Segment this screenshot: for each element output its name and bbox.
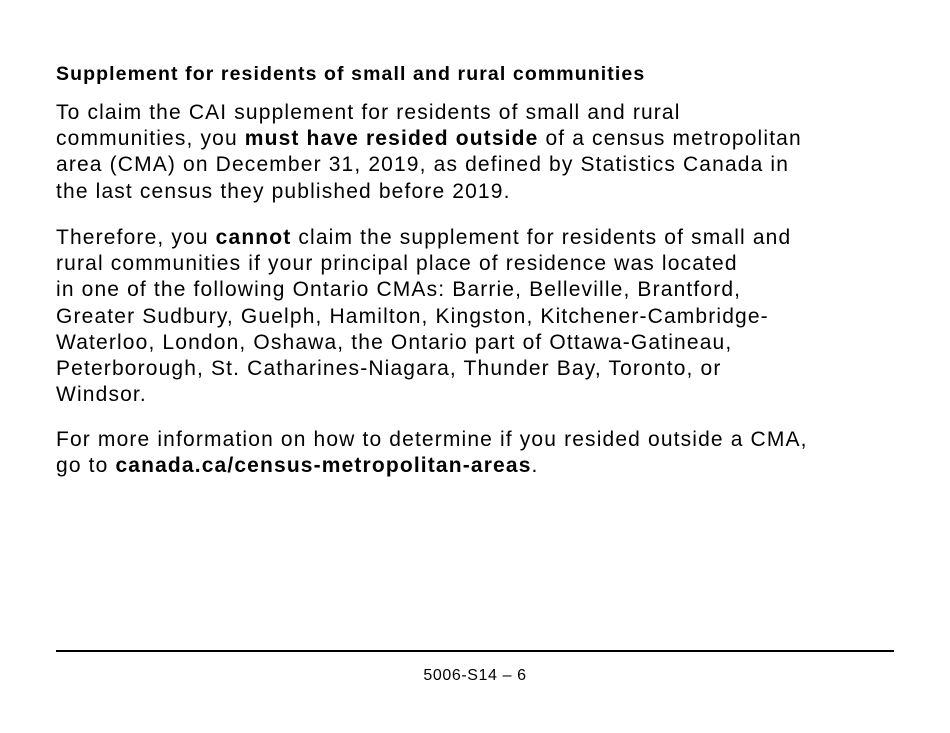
text-run: claim the supplement for residents of small and [291,226,792,249]
paragraph-line: rural communities if your principal place of residence was located [56,252,738,276]
paragraph-line: in one of the following Ontario CMAs: Barrie, Belleville, Brantford, [56,278,742,302]
text-run: . [531,454,539,478]
text-run: go to [56,454,116,478]
paragraph-line: Greater Sudbury, Guelph, Hamilton, Kingston, Kitchener-Cambridge- [56,304,769,328]
text-run: of a census metropolitan [538,127,802,151]
paragraph-line [56,225,791,251]
paragraph-line: Peterborough, St. Catharines-Niagara, Thunder Bay, Toronto, or [56,357,722,381]
text-run: Therefore, you [56,226,216,249]
footer-divider [56,650,894,652]
eligibility-paragraph [56,100,802,205]
text-run: communities, you [56,127,245,151]
excluded-cmas-paragraph [56,225,791,408]
census-cma-link[interactable]: canada.ca/census-metropolitan-areas [115,454,532,478]
paragraph-line: To claim the CAI supplement for residents of small and rural [56,101,681,124]
section-heading: Supplement for residents of small and rural communities [56,63,646,85]
paragraph-line: Windsor. [56,383,147,407]
paragraph-line: the last census they published before 2019. [56,179,511,203]
emphasis-text: cannot [215,226,292,249]
more-info-paragraph [56,427,808,479]
paragraph-line: For more information on how to determine if you resided outside a CMA, [56,428,808,451]
paragraph-line [56,126,802,152]
paragraph-line: Waterloo, London, Oshawa, the Ontario part of Ottawa-Gatineau, [56,330,733,354]
emphasis-text: must have resided outside [244,127,539,151]
paragraph-line [56,453,808,479]
page-number: 5006-S14 – 6 [423,667,527,684]
paragraph-line: area (CMA) on December 31, 2019, as defined by Statistics Canada in [56,153,790,177]
